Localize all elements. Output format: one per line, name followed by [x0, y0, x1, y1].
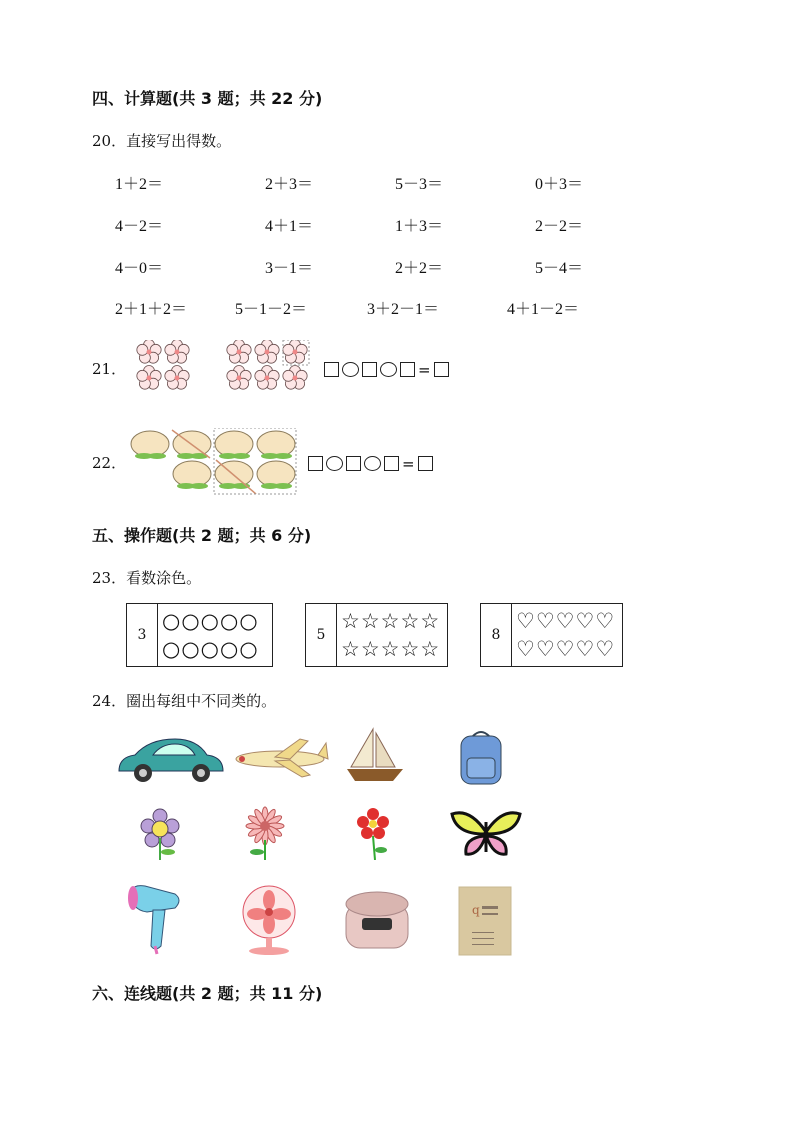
smiling-flower-image[interactable] — [138, 808, 182, 862]
backpack-image[interactable] — [455, 728, 507, 786]
section-6-heading: 六、连线题(共 2 题；共 11 分) — [92, 984, 323, 1003]
colorable-shape[interactable]: ♡ — [516, 637, 535, 661]
sailboat-image[interactable] — [345, 725, 405, 785]
notebook-image[interactable] — [458, 886, 512, 956]
answer-formula-21 — [324, 359, 452, 379]
count-number: 3 — [127, 604, 158, 666]
colorable-shape[interactable]: ♡ — [595, 609, 615, 633]
colorable-shape[interactable]: ○ — [239, 609, 258, 633]
equation: 5－1－2＝ — [235, 301, 308, 318]
question-21-label: 21． — [92, 360, 127, 378]
colorable-shape[interactable]: ☆ — [380, 609, 400, 633]
equation: 5－4＝ — [535, 260, 584, 277]
flower-icon — [255, 366, 279, 390]
bun-icon — [131, 431, 169, 459]
colorable-shape[interactable]: ○ — [200, 609, 219, 633]
colorable-shape[interactable]: ☆ — [360, 609, 380, 633]
answer-formula-22 — [308, 453, 436, 473]
colorable-shape[interactable]: ☆ — [400, 637, 420, 661]
equation: 3－1＝ — [265, 260, 314, 277]
equation: 5－3＝ — [395, 176, 444, 193]
colorable-shape[interactable]: ☆ — [341, 637, 360, 661]
bun-icon — [257, 431, 295, 459]
equation: 0＋3＝ — [535, 176, 584, 193]
color-count-box — [480, 603, 623, 667]
answer-box[interactable] — [346, 456, 361, 471]
color-count-box — [305, 603, 448, 667]
colorable-shape[interactable]: ○ — [162, 609, 181, 633]
answer-box[interactable] — [418, 456, 433, 471]
colorable-shape[interactable]: ♡ — [575, 609, 595, 633]
color-count-box — [126, 603, 273, 667]
answer-box[interactable] — [324, 362, 339, 377]
equals-sign: = — [418, 360, 431, 379]
colorable-shape[interactable]: ○ — [181, 637, 200, 661]
colorable-shape[interactable]: ○ — [200, 637, 219, 661]
equation: 2－2＝ — [535, 218, 584, 235]
flower-icon — [137, 340, 161, 363]
colorable-shape[interactable]: ♡ — [575, 637, 595, 661]
colorable-shape[interactable]: ☆ — [400, 609, 420, 633]
operator-circle[interactable] — [342, 362, 359, 377]
rice-cooker-image[interactable] — [342, 888, 412, 952]
daisy-image[interactable] — [243, 806, 287, 862]
equation: 4－0＝ — [115, 260, 164, 277]
question-22-label: 22． — [92, 454, 127, 472]
equation: 2＋1＋2＝ — [115, 301, 188, 318]
airplane-image[interactable] — [230, 735, 330, 780]
colorable-shape[interactable]: ☆ — [341, 609, 360, 633]
equation: 2＋2＝ — [395, 260, 444, 277]
colorable-shape[interactable]: ♡ — [555, 637, 575, 661]
red-flower-image[interactable] — [355, 806, 391, 860]
section-4-heading: 四、计算题(共 3 题；共 22 分) — [92, 89, 323, 108]
operator-circle[interactable] — [326, 456, 343, 471]
question-24-label: 24．圈出每组中不同类的。 — [92, 692, 277, 710]
svg-text:q: q — [472, 903, 480, 917]
flower-icon — [165, 340, 189, 363]
answer-box[interactable] — [434, 362, 449, 377]
count-number: 8 — [481, 604, 512, 666]
electric-fan-image[interactable] — [238, 884, 300, 956]
flower-icon — [137, 366, 161, 390]
equation: 2＋3＝ — [265, 176, 314, 193]
operator-circle[interactable] — [380, 362, 397, 377]
flower-icon — [165, 366, 189, 390]
equation: 1＋2＝ — [115, 176, 164, 193]
bun-icon — [257, 461, 295, 489]
colorable-shape[interactable]: ○ — [181, 609, 200, 633]
colorable-shape[interactable]: ○ — [162, 637, 181, 661]
equation: 1＋3＝ — [395, 218, 444, 235]
colorable-shape[interactable]: ♡ — [535, 637, 555, 661]
colorable-shape[interactable]: ♡ — [555, 609, 575, 633]
colorable-shape[interactable]: ♡ — [595, 637, 615, 661]
question-23-label: 23．看数涂色。 — [92, 569, 202, 587]
buns-picture — [130, 428, 300, 496]
flower-icon — [283, 366, 307, 390]
equals-sign: = — [402, 454, 415, 473]
shape-grid — [512, 604, 622, 666]
shape-grid — [337, 604, 447, 666]
operator-circle[interactable] — [364, 456, 381, 471]
shape-grid — [158, 604, 272, 666]
bun-icon — [215, 431, 253, 459]
equation: 4－2＝ — [115, 218, 164, 235]
colorable-shape[interactable]: ♡ — [516, 609, 535, 633]
answer-box[interactable] — [362, 362, 377, 377]
car-image[interactable] — [115, 735, 227, 783]
colorable-shape[interactable]: ♡ — [535, 609, 555, 633]
colorable-shape[interactable]: ☆ — [420, 637, 440, 661]
flowers-picture — [135, 340, 315, 395]
colorable-shape[interactable]: ☆ — [420, 609, 440, 633]
flower-icon — [283, 340, 307, 363]
count-number: 5 — [306, 604, 337, 666]
flower-icon — [227, 340, 251, 363]
colorable-shape[interactable]: ○ — [239, 637, 258, 661]
butterfly-image[interactable] — [450, 808, 522, 860]
answer-box[interactable] — [308, 456, 323, 471]
flower-icon — [255, 340, 279, 363]
question-20-label: 20．直接写出得数。 — [92, 132, 232, 150]
equation: 4＋1＝ — [265, 218, 314, 235]
equation: 4＋1－2＝ — [507, 301, 580, 318]
answer-box[interactable] — [384, 456, 399, 471]
colorable-shape[interactable]: ☆ — [360, 637, 380, 661]
answer-box[interactable] — [400, 362, 415, 377]
section-5-heading: 五、操作题(共 2 题；共 6 分) — [92, 526, 312, 545]
hair-dryer-image[interactable] — [125, 880, 185, 956]
colorable-shape[interactable]: ☆ — [380, 637, 400, 661]
flower-icon — [227, 366, 251, 390]
colorable-shape[interactable]: ○ — [219, 609, 239, 633]
colorable-shape[interactable]: ○ — [219, 637, 239, 661]
bun-icon — [173, 461, 211, 489]
equation: 3＋2－1＝ — [367, 301, 440, 318]
